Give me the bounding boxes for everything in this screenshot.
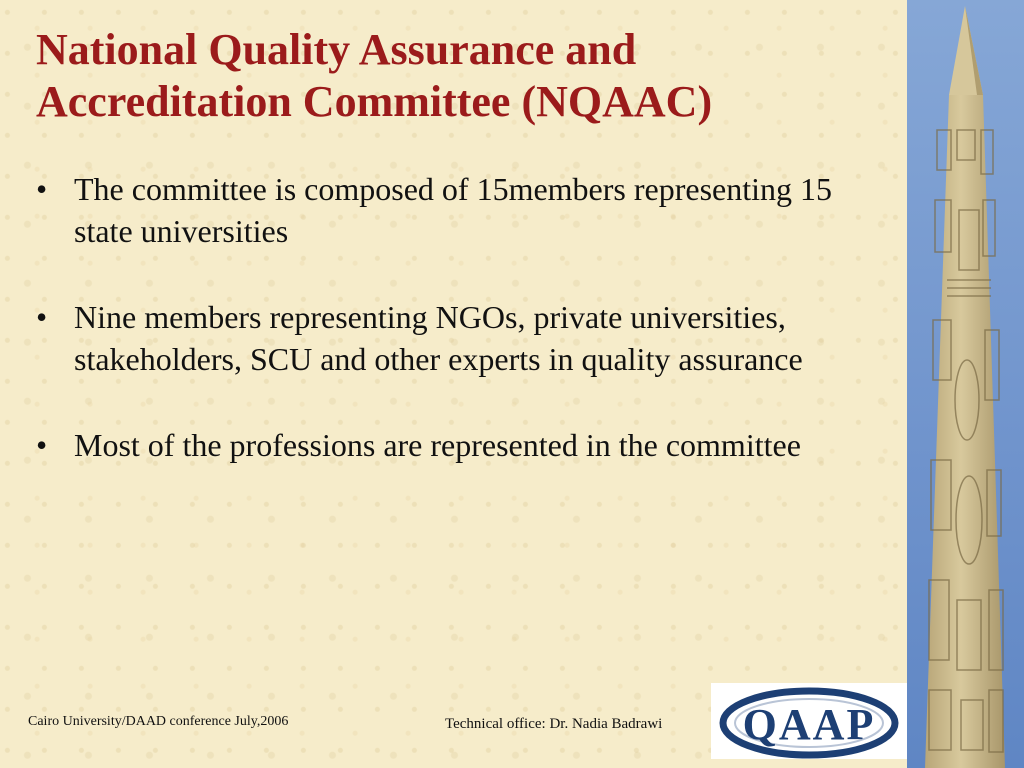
bullet-icon: •: [36, 299, 48, 335]
bullet-text: Nine members representing NGOs, private universities, stakeholders, SCU and other experts in quality assurance: [74, 299, 803, 377]
bullet-text: The committee is composed of 15members representing 15 state universities: [74, 171, 833, 249]
bullet-item: [32, 296, 882, 380]
logo-text: QAAP: [742, 700, 876, 749]
bullet-list: [32, 168, 882, 466]
footer-author: Technical office: Dr. Nadia Badrawi: [445, 716, 663, 732]
bullet-icon: •: [36, 427, 48, 463]
obelisk-image: [907, 0, 1024, 768]
bullet-item: [32, 424, 882, 466]
bullet-item: [32, 168, 882, 252]
qaap-logo: [711, 683, 907, 759]
bullet-icon: •: [36, 171, 48, 207]
qaap-logo-icon: [711, 683, 907, 759]
slide-title: National Quality Assurance and Accreditation Committee (NQAAC): [36, 25, 713, 126]
bullet-text: Most of the professions are represented in the committee: [74, 427, 801, 463]
footer-conference: Cairo University/DAAD conference July,2006: [28, 714, 289, 729]
obelisk-icon: [907, 0, 1024, 768]
